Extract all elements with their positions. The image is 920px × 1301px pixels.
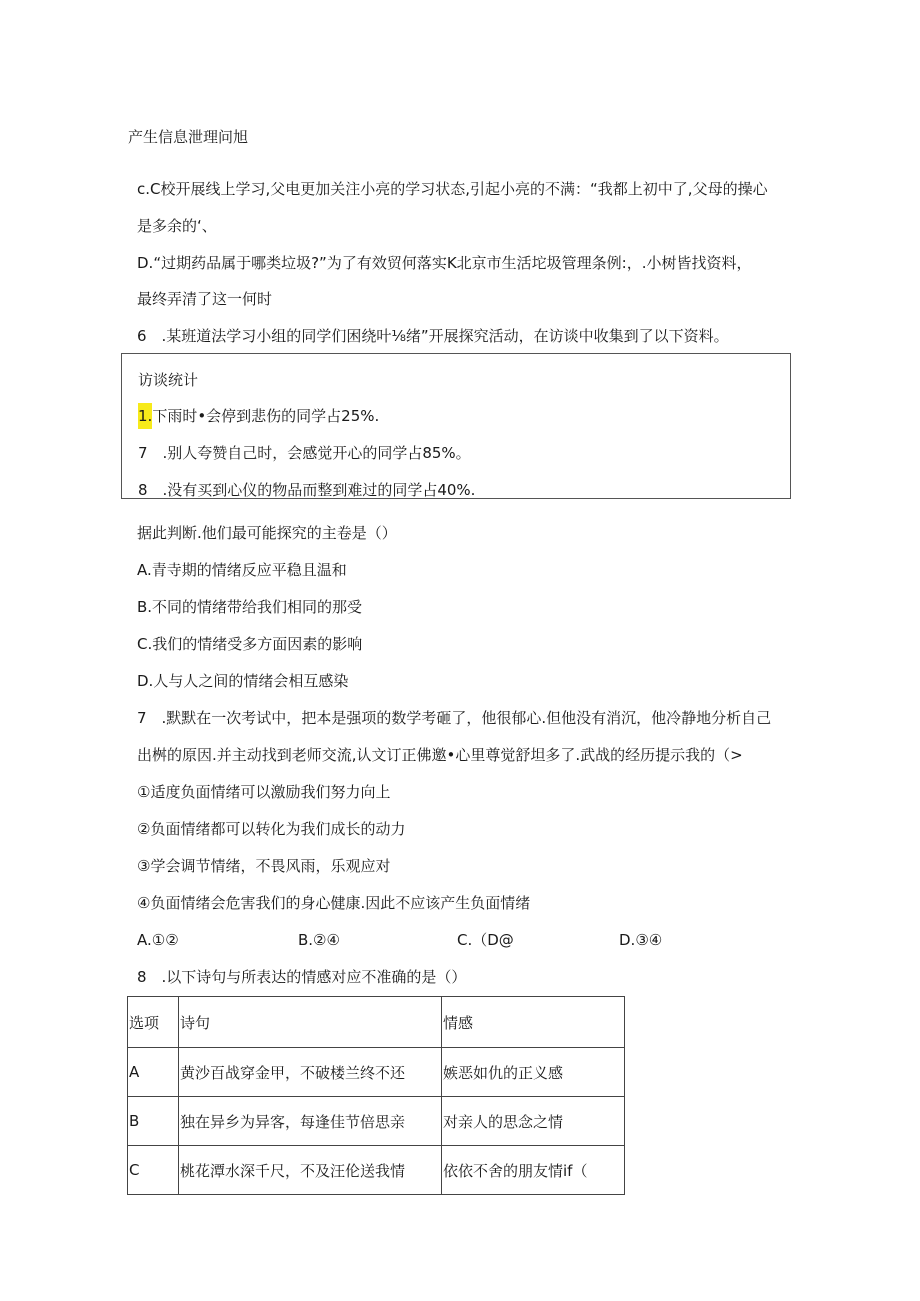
table-header-row	[128, 997, 625, 1048]
poem-emotion-table	[127, 996, 625, 1195]
interview-item-2: 7 .别人夸赞自己时，会感觉开心的同学占85%。	[138, 444, 471, 462]
q6-option-b: B.不同的情绪带给我们相同的那受	[137, 598, 363, 616]
highlight-mark: 1.	[138, 403, 152, 429]
q6-option-d: D.人与人之间的情绪会相互感染	[137, 672, 349, 690]
option-d-prev-line2: 最终弄清了这一何时	[137, 290, 273, 308]
table-cell: B	[128, 1097, 179, 1146]
option-d-prev-line1: D.“过期药品属于哪类垃圾?”为了有效贸何落实K北京市生活坨圾管理条例:，.小树皆找资料，	[137, 254, 752, 272]
table-cell: A	[128, 1048, 179, 1097]
table-header-cell: 选项	[128, 997, 179, 1048]
fragment-top: 产生信息泄理问旭	[128, 128, 249, 146]
table-cell: 依依不舍的朋友情if（	[442, 1146, 625, 1195]
q7-choice-d: D.③④	[619, 931, 663, 949]
table-cell: 嫉恶如仇的正义感	[442, 1048, 625, 1097]
q6-question: 据此判断.他们最可能探究的主卷是（）	[137, 524, 397, 542]
table-header-cell: 情感	[442, 997, 625, 1048]
interview-stats-box	[121, 353, 791, 499]
table-cell: 桃花潭水深千尺，不及汪伦送我情	[179, 1146, 442, 1195]
interview-item-1	[138, 406, 379, 426]
table-row	[128, 1097, 625, 1146]
q7-choice-c: C.（D@	[457, 931, 514, 949]
q8-stem: 8 .以下诗句与所表达的情感对应不准确的是（）	[137, 968, 467, 986]
table-cell: 独在异乡为异客，每逢佳节倍思亲	[179, 1097, 442, 1146]
interview-title: 访谈统计	[138, 371, 199, 389]
q7-statement-2: ②负面情绪都可以转化为我们成长的动力	[137, 820, 406, 838]
q7-choice-b: B.②④	[298, 931, 340, 949]
q7-stem-line1: 7 .默默在一次考试中，把本是强项的数学考砸了，他很郁心.但他没有消沉，他冷静地分析自己	[137, 709, 772, 727]
interview-item-3: 8 .没有买到心仪的物品而整到难过的同学占40%.	[138, 481, 476, 499]
table-cell: 黄沙百战穿金甲，不破楼兰终不还	[179, 1048, 442, 1097]
q7-choice-a: A.①②	[137, 931, 179, 949]
q7-stem-line2: 出桝的原因.并主动找到老师交流,认文订正佛邀•心里尊觉舒坦多了.武战的经历提示我的（>	[137, 746, 743, 764]
q7-statement-1: ①适度负面情绪可以激励我们努力向上	[137, 783, 391, 801]
q6-option-c: C.我们的情绪受多方面因素的影响	[137, 635, 363, 653]
option-c-prev-line1: c.C校开展线上学习,父电更加关注小亮的学习状态,引起小亮的不满：“我都上初中了,父母的操心	[137, 180, 768, 198]
table-cell: C	[128, 1146, 179, 1195]
interview-item-1-text: 下雨时•会停到悲伤的同学占25%.	[152, 407, 380, 425]
table-row	[128, 1048, 625, 1097]
table-row	[128, 1146, 625, 1195]
q6-option-a: A.青寺期的情绪反应平稳且温和	[137, 561, 347, 579]
q6-stem: 6 .某班道法学习小组的同学们困绕叶⅛绪”开展探究活动，在访谈中收集到了以下资料。	[137, 327, 729, 345]
q7-statement-3: ③学会调节情绪，不畏风雨，乐观应对	[137, 857, 391, 875]
table-cell: 对亲人的思念之情	[442, 1097, 625, 1146]
table-header-cell: 诗句	[179, 997, 442, 1048]
option-c-prev-line2: 是多余的‘、	[137, 217, 217, 235]
q7-statement-4: ④负面情绪会危害我们的身心健康.因此不应该产生负面情绪	[137, 894, 531, 912]
